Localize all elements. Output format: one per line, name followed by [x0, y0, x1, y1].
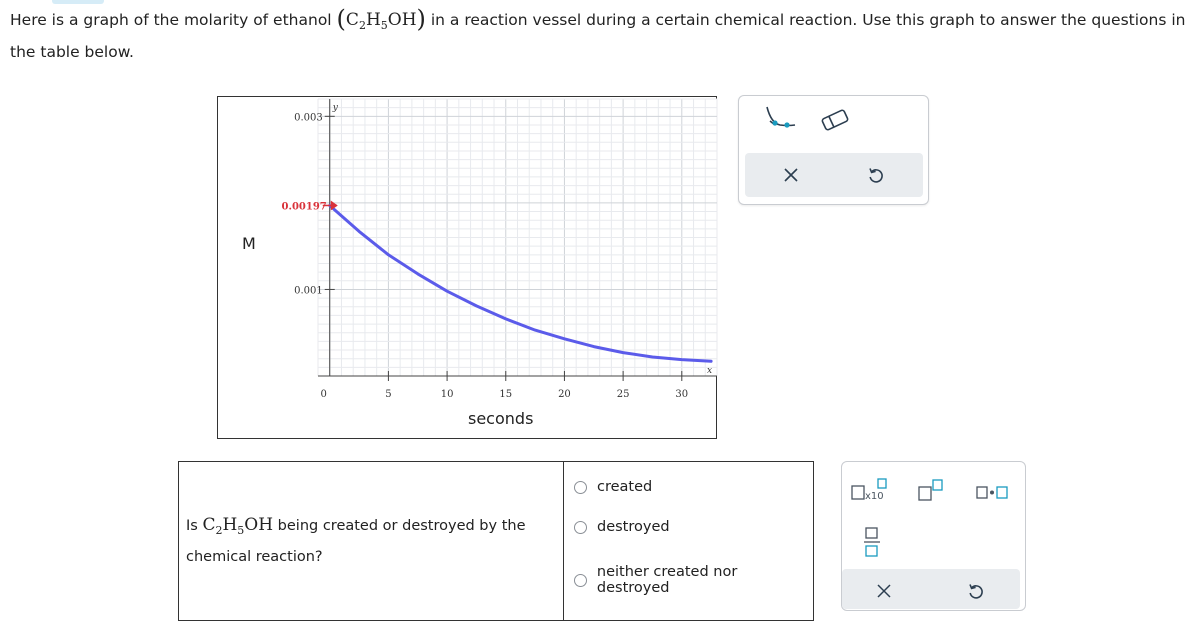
radio-button[interactable]: [574, 521, 587, 534]
graph-panel: [217, 96, 717, 439]
radio-button[interactable]: [574, 574, 587, 587]
y-tick-label: 0.001: [294, 285, 323, 297]
x-tick-label: 0: [320, 389, 327, 400]
times-ten-power-icon: [850, 478, 896, 504]
top-accent-bar: [52, 0, 104, 4]
option-label: neither created nor destroyed: [596, 564, 738, 596]
close-icon: [783, 167, 799, 183]
highlight-value-label: 0.00197: [281, 201, 327, 213]
y-tick-label: 0.003: [294, 112, 323, 124]
fraction-icon: [862, 526, 882, 558]
x-variable-label: x: [707, 366, 713, 376]
molarity-plot[interactable]: [218, 97, 718, 440]
ethanol-formula-inline: $C_2H_5OH$: [202, 515, 274, 537]
math-action-bar: [842, 569, 1020, 609]
scientific-notation-button[interactable]: [848, 478, 898, 504]
x-tick-label: 5: [385, 389, 392, 400]
option-neither[interactable]: [574, 564, 813, 596]
x-tick-label: 15: [499, 389, 513, 400]
fraction-button[interactable]: [854, 525, 890, 559]
superscript-button[interactable]: [910, 478, 950, 504]
tool-action-bar: [745, 153, 923, 197]
x-tick-label: 10: [440, 389, 454, 400]
option-label: destroyed: [597, 519, 670, 535]
table-divider: [563, 462, 564, 620]
y-variable-label: y: [332, 103, 338, 113]
x-axis-title: seconds: [468, 409, 534, 428]
option-created[interactable]: [574, 479, 652, 495]
question-text: Is $C_2H_5OH$ being created or destroyed by the chemical reaction?: [186, 515, 526, 565]
prompt-text-end: in a reaction vessel during a certain chemical reaction. Use this graph to answer the questions in the table below.: [10, 11, 1186, 61]
question-prompt: [10, 6, 1195, 65]
undo-icon: [967, 582, 985, 600]
clear-button[interactable]: [771, 157, 811, 193]
eraser-icon: [818, 107, 852, 133]
math-input-panel: [841, 461, 1026, 611]
ethanol-formula: $C_2H_5OH$: [345, 10, 417, 32]
eraser-tool[interactable]: [815, 102, 855, 138]
option-destroyed[interactable]: [574, 519, 670, 535]
undo-icon: [867, 166, 885, 184]
close-icon: [877, 584, 891, 598]
multiply-dot-icon: [972, 479, 1012, 503]
paren-close: ): [416, 5, 426, 33]
math-undo-button[interactable]: [964, 579, 988, 603]
x-tick-label: 20: [558, 389, 571, 400]
curve-draw-tool[interactable]: [760, 100, 800, 136]
x10-label: x10: [865, 491, 884, 502]
x-tick-label: 25: [616, 389, 630, 400]
question-table: [178, 461, 814, 621]
superscript-icon: [913, 479, 947, 503]
y-axis-title: M: [242, 234, 256, 253]
paren-open: (: [336, 5, 346, 33]
prompt-text-start: Here is a graph of the molarity of ethanol: [10, 11, 337, 29]
option-label: created: [597, 479, 653, 495]
radio-button[interactable]: [574, 481, 587, 494]
curve-draw-icon: [762, 103, 798, 133]
undo-button[interactable]: [856, 157, 896, 193]
multiply-dot-button[interactable]: [970, 478, 1014, 504]
math-clear-button[interactable]: [872, 579, 896, 603]
graph-tool-panel: [738, 95, 929, 205]
x-tick-label: 30: [675, 389, 689, 400]
